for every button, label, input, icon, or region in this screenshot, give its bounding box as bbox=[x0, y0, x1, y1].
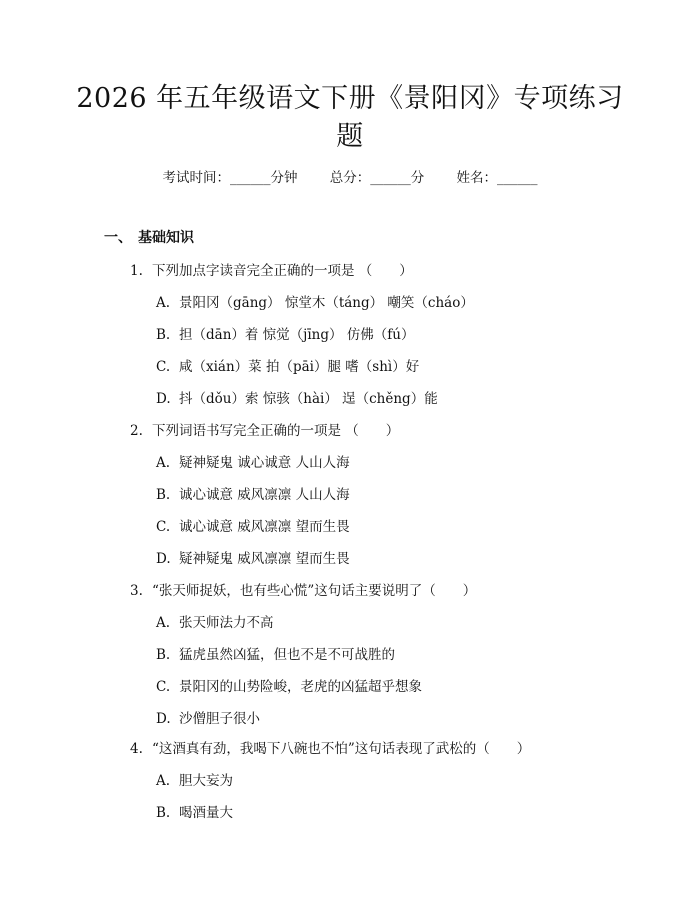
option-text: 诚心诚意 威风凛凛 望而生畏 bbox=[179, 519, 350, 535]
option-text: 疑神疑鬼 威风凛凛 望而生畏 bbox=[179, 551, 350, 567]
option-text: 喝酒量大 bbox=[179, 805, 233, 821]
title-line-1: 2026 年五年级语文下册《景阳冈》专项练习 bbox=[76, 83, 624, 114]
question-4 bbox=[130, 739, 530, 759]
question-1 bbox=[130, 261, 413, 281]
option-label: A. bbox=[156, 773, 171, 789]
question-number: 4. bbox=[130, 741, 143, 757]
option-text: 猛虎虽然凶猛，但也不是不可战胜的 bbox=[179, 647, 395, 663]
option-label: D. bbox=[156, 711, 171, 727]
option-label: C. bbox=[156, 679, 171, 695]
section-title: 基础知识 bbox=[138, 230, 194, 246]
question-4-option-a bbox=[156, 771, 233, 791]
option-label: B. bbox=[156, 647, 171, 663]
option-label: C. bbox=[156, 519, 171, 535]
question-2-option-c bbox=[156, 517, 350, 537]
option-label: D. bbox=[156, 391, 171, 407]
question-number: 1. bbox=[130, 263, 143, 279]
option-label: A. bbox=[156, 615, 171, 631]
question-3-option-a bbox=[156, 613, 274, 633]
question-number: 3. bbox=[130, 583, 143, 599]
option-label: A. bbox=[156, 295, 171, 311]
question-3 bbox=[130, 581, 476, 601]
option-text: 诚心诚意 威风凛凛 人山人海 bbox=[179, 487, 350, 503]
question-2-option-b bbox=[156, 485, 350, 505]
name-field: 姓名：______ bbox=[456, 170, 538, 186]
question-text: “这酒真有劲，我喝下八碗也不怕”这句话表现了武松的（ ） bbox=[152, 741, 531, 757]
question-text: 下列加点字读音完全正确的一项是 （ ） bbox=[152, 263, 413, 279]
option-text: 胆大妄为 bbox=[179, 773, 233, 789]
exam-time-field: 考试时间：______分钟 bbox=[162, 170, 298, 186]
section-heading bbox=[104, 228, 194, 248]
option-label: B. bbox=[156, 327, 171, 343]
option-text: 咸（xián）菜 拍（pāi）腿 嗜（shì）好 bbox=[179, 359, 420, 375]
option-text: 疑神疑鬼 诚心诚意 人山人海 bbox=[179, 455, 350, 471]
question-1-option-b bbox=[156, 325, 415, 345]
question-1-option-a bbox=[156, 293, 474, 313]
question-3-option-d bbox=[156, 709, 260, 729]
exam-info-row bbox=[0, 168, 700, 188]
question-3-option-b bbox=[156, 645, 395, 665]
option-label: C. bbox=[156, 359, 171, 375]
question-2-option-a bbox=[156, 453, 350, 473]
title-line-2: 题 bbox=[336, 121, 364, 152]
question-3-option-c bbox=[156, 677, 422, 697]
option-text: 沙僧胆子很小 bbox=[179, 711, 260, 727]
section-number: 一、 bbox=[104, 230, 132, 246]
option-label: B. bbox=[156, 487, 171, 503]
option-text: 抖（dǒu）索 惊骇（hài） 逞（chěng）能 bbox=[179, 391, 438, 407]
question-text: “张天师捉妖，也有些心慌”这句话主要说明了（ ） bbox=[152, 583, 477, 599]
option-label: D. bbox=[156, 551, 171, 567]
option-text: 景阳冈的山势险峻，老虎的凶猛超乎想象 bbox=[179, 679, 422, 695]
option-label: B. bbox=[156, 805, 171, 821]
option-text: 景阳冈（gāng） 惊堂木（táng） 嘲笑（cháo） bbox=[179, 295, 474, 311]
total-score-field: 总分：______分 bbox=[329, 170, 425, 186]
option-label: A. bbox=[156, 455, 171, 471]
question-1-option-d bbox=[156, 389, 438, 409]
question-number: 2. bbox=[130, 423, 143, 439]
question-4-option-b bbox=[156, 803, 233, 823]
question-1-option-c bbox=[156, 357, 419, 377]
option-text: 担（dān）着 惊觉（jīng） 仿佛（fú） bbox=[179, 327, 415, 343]
question-2-option-d bbox=[156, 549, 350, 569]
option-text: 张天师法力不高 bbox=[179, 615, 274, 631]
page-title bbox=[60, 80, 640, 156]
question-2 bbox=[130, 421, 399, 441]
question-text: 下列词语书写完全正确的一项是 （ ） bbox=[152, 423, 400, 439]
